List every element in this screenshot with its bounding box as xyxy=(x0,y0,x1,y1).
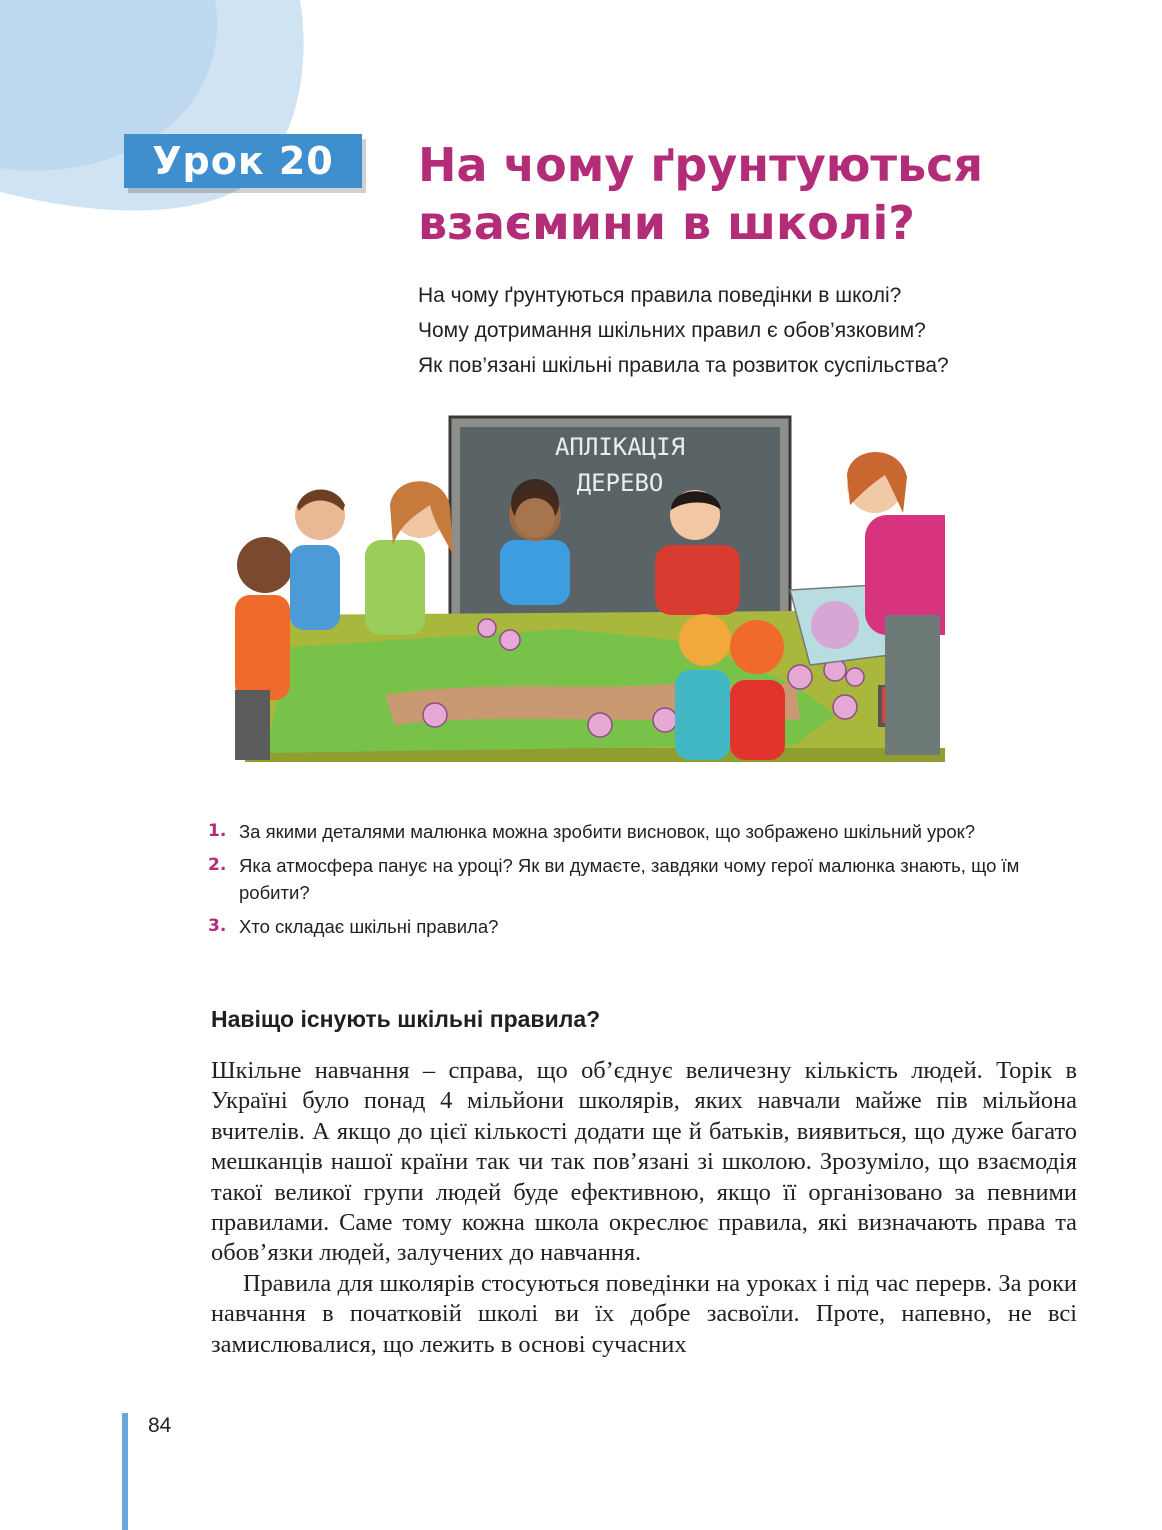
task-text: Хто складає шкільні правила? xyxy=(239,916,499,937)
task-text: Яка атмосфера панує на уроці? Як ви думаєте, завдяки чому герої малюнка знають, що їм робити? xyxy=(239,855,1020,903)
task-item xyxy=(208,913,1048,940)
intro-questions xyxy=(418,278,949,383)
page-title-line-2: взаємини в школі? xyxy=(418,196,915,250)
body-text xyxy=(211,1056,1077,1360)
corner-decoration xyxy=(0,0,310,230)
body-paragraph: Шкільне навчання – справа, що об’єднує величезну кількість людей. Торік в Україні було понад 4 мільйони школярів, яких навчали майже пів мільйона вчителів. А якщо до цієї кількості додати ще й батьків, виявиться, що дуже багато мешканців нашої країни так чи так пов’язані зі школою. Зрозуміло, що взаємодія такої великої групи людей буде ефективною, якщо її організовано за певними правилами. Саме тому кожна школа окреслює правила, які визначають права та обов’язки людей, залучених до навчання. xyxy=(211,1057,1077,1267)
page-title-line-1: На чому ґрунтуються xyxy=(418,138,983,192)
task-item xyxy=(208,818,1048,845)
classroom-illustration xyxy=(235,415,945,770)
intro-question: На чому ґрунтуються правила поведінки в школі? xyxy=(418,284,902,307)
board-text-line-2: ДЕРЕВО xyxy=(576,469,664,497)
task-number: 1. xyxy=(208,821,227,841)
section-heading: Навіщо існують шкільні правила? xyxy=(211,1006,601,1032)
board-text-line-1: АПЛІКАЦІЯ xyxy=(554,433,686,461)
body-paragraph: Правила для школярів стосуються поведінки на уроках і під час перерв. За роки навчання в початковій школі ви їх добре засвоїли. Проте, напевно, не всі замислювалися, що лежить в основі сучасних xyxy=(211,1269,1077,1358)
task-text: За якими деталями малюнка можна зробити висновок, що зображено шкільний урок? xyxy=(239,821,976,842)
task-item xyxy=(208,852,1048,906)
task-number: 2. xyxy=(208,855,227,875)
intro-question: Чому дотримання шкільних правил є обов’язковим? xyxy=(418,319,926,342)
task-list xyxy=(208,818,1048,947)
intro-question: Як пов’язані шкільні правила та розвиток суспільства? xyxy=(418,354,949,377)
page-number: 84 xyxy=(148,1414,172,1437)
page-title xyxy=(418,136,1018,252)
page-margin-bar xyxy=(122,1413,128,1530)
lesson-number-badge: Урок 20 xyxy=(124,134,362,188)
task-number: 3. xyxy=(208,916,227,936)
